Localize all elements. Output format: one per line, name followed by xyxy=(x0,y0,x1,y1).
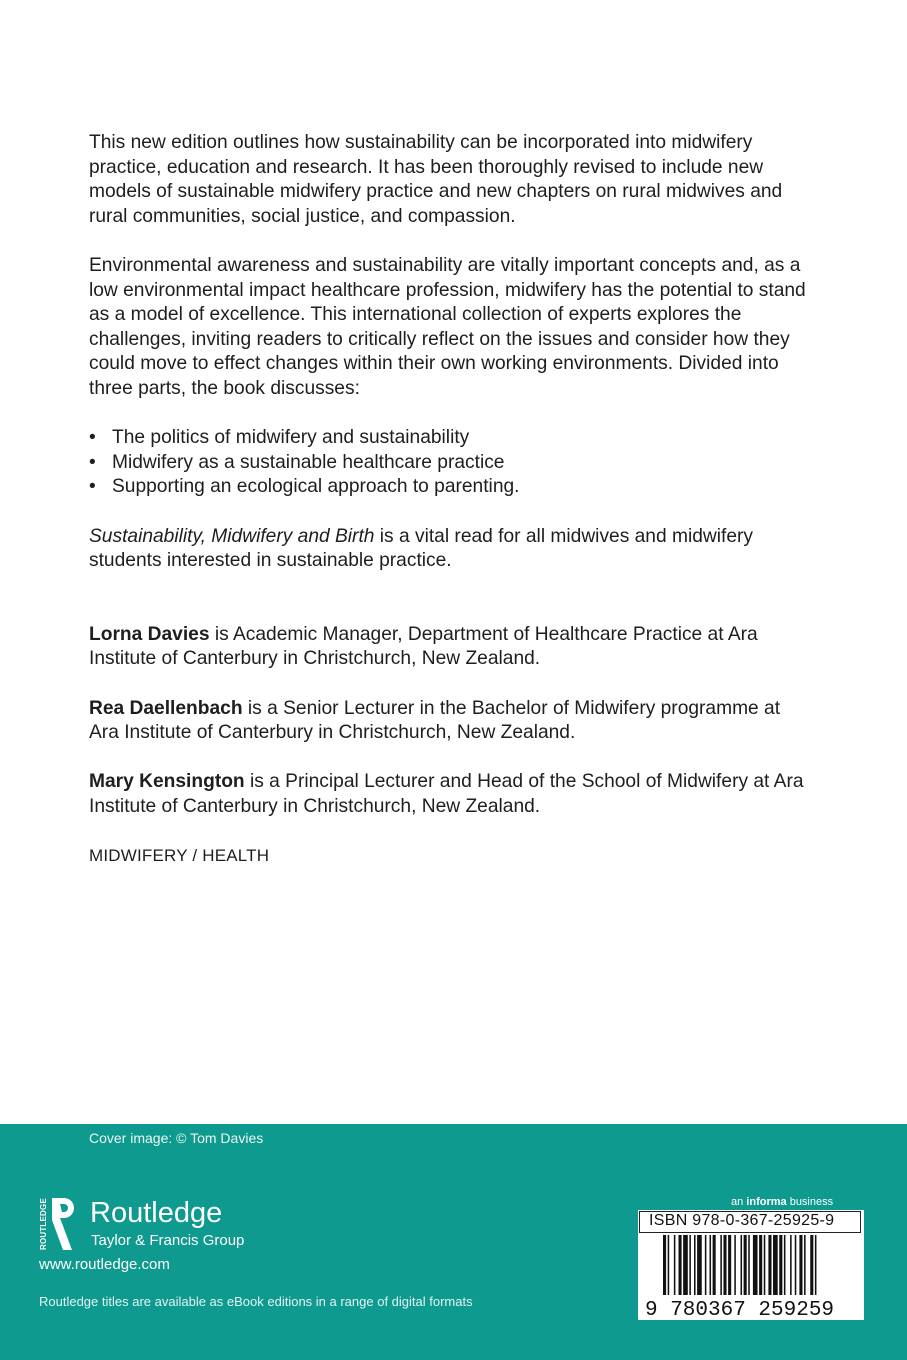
topics-list xyxy=(89,426,814,500)
cover-credit: Cover image: © Tom Davies xyxy=(89,1130,264,1146)
back-cover-text xyxy=(89,131,814,869)
bullet-icon: • xyxy=(89,476,96,498)
footer-band xyxy=(0,1124,907,1360)
website-link[interactable]: www.routledge.com xyxy=(39,1256,170,1273)
list-item: • Supporting an ecological approach to parenting. xyxy=(89,475,814,500)
barcode-digits: 9 780367 259259 xyxy=(645,1299,835,1319)
informa-tagline: an informa business xyxy=(731,1196,834,1208)
logo-vertical-text: ROUTLEDGE xyxy=(39,1198,48,1251)
publisher-group: Taylor & Francis Group xyxy=(91,1232,245,1249)
author-bio: Mary Kensington is a Principal Lecturer and Head of the School of Midwifery at Ara Institute of Canterbury in Christchurch, New Zealand. xyxy=(89,771,804,818)
ebook-note: Routledge titles are available as eBook editions in a range of digital formats xyxy=(39,1294,473,1309)
book-title: Sustainability, Midwifery and Birth xyxy=(89,525,375,547)
list-item: • Midwifery as a sustainable healthcare practice xyxy=(89,451,814,476)
author-name: Rea Daellenbach xyxy=(89,697,243,719)
bullet-icon: • xyxy=(89,451,96,473)
bullet-icon: • xyxy=(89,427,96,449)
closing-paragraph: Sustainability, Midwifery and Birth is a vital read for all midwives and midwifery students interested in sustainable practice. xyxy=(89,525,754,572)
author-name: Lorna Davies xyxy=(89,623,210,645)
description-paragraph-1: This new edition outlines how sustainability can be incorporated into midwifery practice, education and research. It has been thoroughly revised to include new models of sustainable midwifery practice and new chapters on rural midwives and rural communities, social justice, and compassion. xyxy=(89,132,783,227)
author-bio: Rea Daellenbach is a Senior Lecturer in the Bachelor of Midwifery programme at Ara Institute of Canterbury in Christchurch, New Zealand. xyxy=(89,697,781,744)
publisher-name: Routledge xyxy=(90,1197,223,1229)
isbn-barcode-block xyxy=(638,1210,864,1320)
subject-category: MIDWIFERY / HEALTH xyxy=(89,846,270,866)
list-item: • The politics of midwifery and sustainability xyxy=(89,426,814,451)
author-name: Mary Kensington xyxy=(89,771,245,793)
barcode-icon xyxy=(639,1233,863,1319)
description-paragraph-2: Environmental awareness and sustainability are vitally important concepts and, as a low environmental impact healthcare profession, midwifery has the potential to stand as a model of excellence. This international collection of experts explores the challenges, inviting readers to critically reflect on the issues and consider how they could move to effect changes within their own working environments. Divided into three parts, the book discusses: xyxy=(89,254,806,399)
isbn-number: ISBN 978-0-367-25925-9 xyxy=(649,1212,835,1229)
author-bio: Lorna Davies is Academic Manager, Department of Healthcare Practice at Ara Institute of Canterbury in Christchurch, New Zealand. xyxy=(89,623,758,670)
